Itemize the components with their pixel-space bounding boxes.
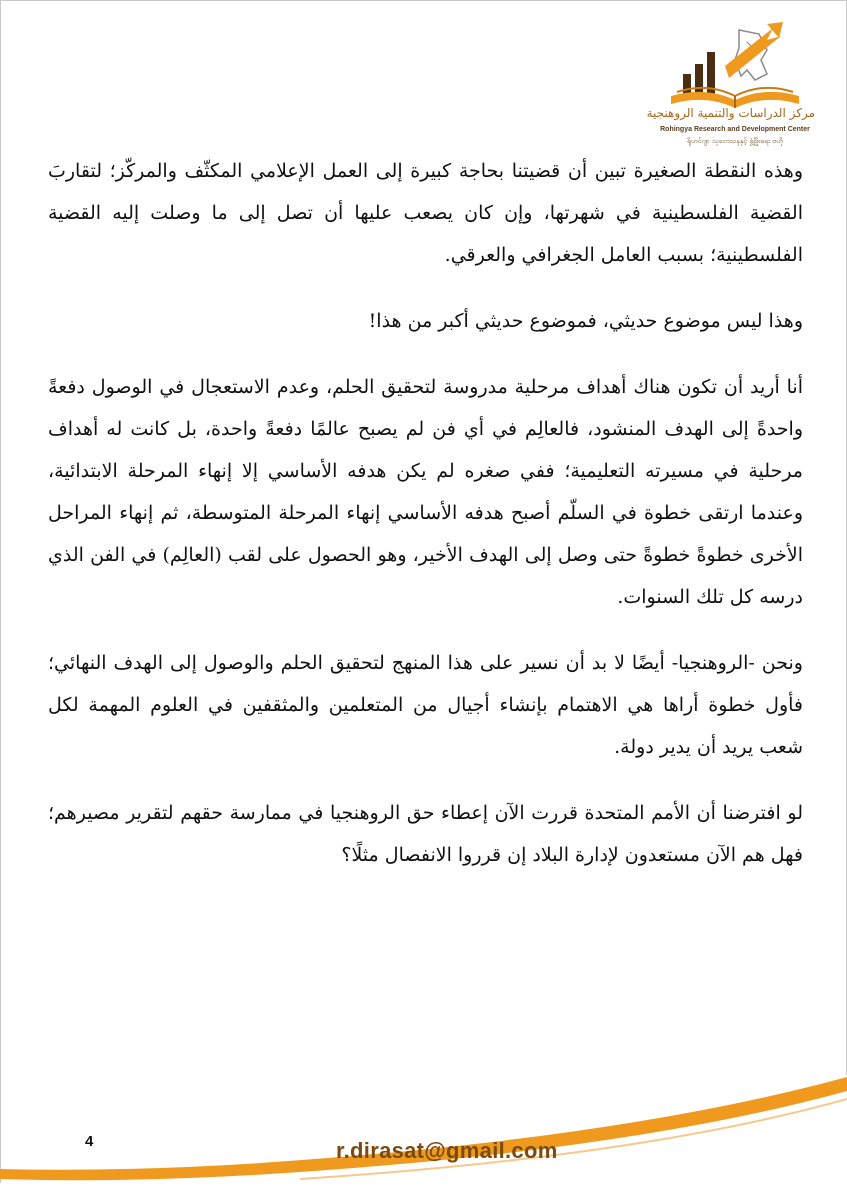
logo-burmese-name: ရိုဟင်ဂျာ သုတေသနနှင့် ဖွံ့ဖြိုးရေး ဗဟို bbox=[686, 137, 784, 145]
logo-arabic-name: مركز الدراسات والتنمية الروهنجية bbox=[646, 106, 815, 120]
footer-email[interactable]: r.dirasat@gmail.com bbox=[336, 1138, 558, 1163]
center-logo bbox=[646, 20, 815, 150]
paragraph-3: أنا أريد أن تكون هناك أهداف مرحلية مدروسة لتحقيق الحلم، وعدم الاستعجال في الوصول دفعةً واحدةً إلى الهدف المنشود، فالعالِم في أي فن لم يصبح عالمًا دفعةً واحدة، بل كانت له أهداف مرحلية في مسيرته التعليمية؛ ففي صغره لم يكن هدفه الأساسي إلا إنهاء المرحلة الابتدائية، وعندما ارتقى خطوة في السلّم أصبح هدفه الأساسي إنهاء المرحلة المتوسطة، ثم إنهاء المراحل الأخرى خطوةً خطوةً حتى وصل إلى الهدف الأخير، وهو الحصول على لقب (العالِم) في الفن الذي درسه كل تلك السنوات. bbox=[48, 376, 803, 608]
paragraph-5: لو افترضنا أن الأمم المتحدة قررت الآن إعطاء حق الروهنجيا في ممارسة حقهم لتقرير مصيرهم؛ فهل هم الآن مستعدون لإدارة البلاد إن قرروا الانفصال مثلًا؟ bbox=[48, 802, 803, 866]
logo-english-name: Rohingya Research and Development Center bbox=[660, 126, 810, 133]
paragraph-2: وهذا ليس موضوع حديثي، فموضوع حديثي أكبر من هذا! bbox=[368, 310, 803, 332]
paragraph-1: وهذه النقطة الصغيرة تبين أن قضيتنا بحاجة كبيرة إلى العمل الإعلامي المكثّف والمركّز؛ لتقاربَ القضية الفلسطينية في شهرتها، وإن كان يصعب عليها أن تصل إلى ما وصلت إليه القضية الفلسطينية؛ بسبب العامل الجغرافي والعرقي. bbox=[48, 160, 803, 266]
article-body bbox=[48, 150, 803, 900]
page-number: 4 bbox=[85, 1133, 94, 1150]
book-logo-icon bbox=[655, 20, 815, 110]
paragraph-4: ونحن -الروهنجيا- أيضًا لا بد أن نسير على هذا المنهج لتحقيق الحلم والوصول إلى الهدف النهائي؛ فأول خطوة أراها هي الاهتمام بإنشاء أجيال من المتعلمين والمثقفين في العلوم المهمة لكل شعب يريد أن يدير دولة. bbox=[48, 652, 803, 758]
